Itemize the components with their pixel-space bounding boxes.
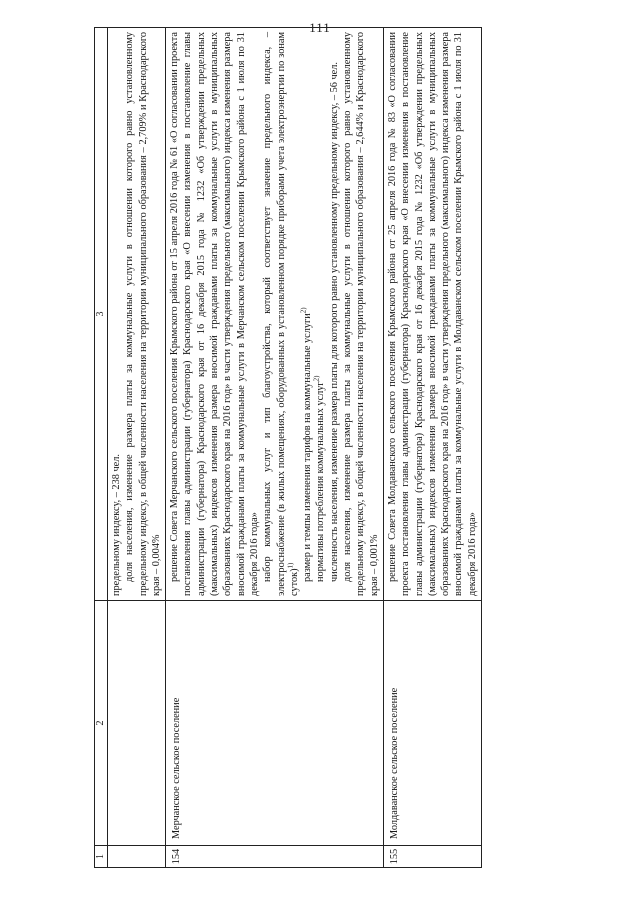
norm-body: нормативы потребления коммунальных услуг	[315, 381, 327, 582]
norm-text	[314, 32, 327, 596]
table-row-continuation	[108, 28, 166, 868]
population-text: численность населения, изменение размера платы для которого равно установленному предельному индексу, – 56 чел.	[328, 62, 340, 582]
column-header-3: 3	[95, 28, 108, 601]
row-number-cell	[108, 846, 166, 868]
footnote-mark: 1)	[286, 562, 295, 569]
municipality-name: Молдаванское сельское поселение	[383, 601, 481, 846]
column-header-2: 2	[95, 601, 108, 846]
decision-text: решение Совета Молдаванского сельского поселения Крымского района от 25 апреля 2016 года № 83 «О согласовании проекта постановления главы администрации (губернатора) Краснодарского края «О внесении изменения в постановление главы администрации (губернатора) Краснодарского края от 16 декабря 2015 года № 1232 «Об утверждении предельных (максимальных) индексов изменения размера вносимой гражданами платы за коммунальные услуги в муниципальных образованиях Краснодарского края на 2016 год» в части утверждения предельного (максимального) индекса изменения размера вносимой гражданами платы за коммунальные услуги в Молдаванском сельском поселении Крымского района с 1 июля по 31 декабря 2016 года»	[386, 32, 478, 596]
municipality-cell	[108, 601, 166, 846]
service-set-body: набор коммунальных услуг и тип благоустройства, который соответствует значение предельного индекса, – электроснабжение (в жилых помещениях, оборудованных в установленном порядке приборами учета электроэнергии по зонам суток)	[262, 32, 300, 596]
row-number: 154	[166, 846, 384, 868]
tariff-text	[301, 32, 314, 596]
footnote-mark: 2)	[299, 307, 308, 314]
table-row-154	[166, 28, 384, 868]
details-cell	[166, 28, 384, 601]
municipal-index-table	[94, 27, 482, 868]
row-number: 155	[383, 846, 481, 868]
details-cell	[383, 28, 481, 601]
rotated-table-wrapper	[94, 28, 584, 868]
population-text: предельному индексу, – 238 чел.	[111, 454, 122, 596]
page-number: 111	[309, 20, 331, 35]
table-header-row	[95, 28, 108, 868]
municipality-name: Мерчанское сельское поселение	[166, 601, 384, 846]
table-row-155	[383, 28, 481, 868]
service-set-text	[261, 32, 301, 596]
footnote-mark: 2)	[313, 375, 322, 382]
share-text: доля населения, изменение размера платы за коммунальные услуги в отношении которого равно установленному предельному индексу, в общей численности населения на территории муниципального образования – 2,709% и Краснодарского края – 0,004%	[124, 32, 162, 596]
tariff-body: размер и темпы изменения тарифов на коммунальные услуги	[302, 313, 314, 582]
decision-text: решение Совета Мерчанского сельского поселения Крымского района от 15 апреля 2016 года № 61 «О согласовании проекта постановления главы администрации (губернатора) Краснодарского края «О внесении изменения в постановление главы администрации (губернатора) Краснодарского края от 16 декабря 2015 года № 1232 «Об утверждении предельных (максимальных) индексов изменения размера вносимой гражданами платы за коммунальные услуги в муниципальных образованиях Краснодарского края на 2016 год» в части утверждения предельного (максимального) индекса изменения размера вносимой гражданами платы за коммунальные услуги в Мерчанском сельском поселении Крымского района с 1 июля по 31 декабря 2016 года»	[169, 32, 260, 596]
share-text: доля населения, изменение размера платы за коммунальные услуги в отношении которого равно установленному предельному индексу, в общей численности населения на территории муниципального образования – 2,644% и Краснодарского края – 0,001%	[342, 32, 380, 596]
details-cell	[108, 28, 166, 601]
column-header-1: 1	[95, 846, 108, 868]
